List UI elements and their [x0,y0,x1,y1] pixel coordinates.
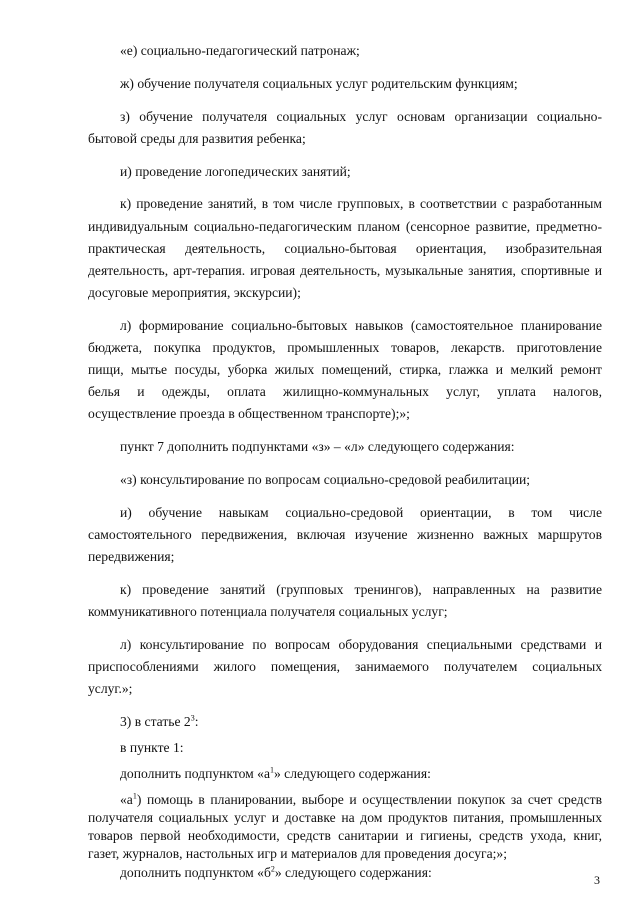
paragraph-line: пищи, мытье посуды, уборка жилых помещений, стирка, глажка и мелкий ремонт [88,362,602,378]
paragraph-line: коммуникативного потенциала получателя социальных услуг; [88,603,448,619]
paragraph-line: товаров первой необходимости, средств санитарии и гигиены, средств ухода, книг, [88,828,602,844]
paragraph-line: л) формирование социально-бытовых навыков (самостоятельное планирование [120,317,602,333]
paragraph-line: деятельность, арт-терапия. игровая деятельность, музыкальные занятия, спортивные и [88,262,602,278]
paragraph-line: пункт 7 дополнить подпунктами «з» – «л» следующего содержания: [120,439,515,455]
statute-line: 3) в статье $2^3$: [120,713,199,729]
paragraph-line: бюджета, покупка продуктов, промышленных товаров, лекарств. приготовление [88,339,602,355]
subpoint-a1-first-line: «$а^1$) помощь в планировании, выборе и осуществлении покупок за счет средств [120,791,602,807]
paragraph-line: индивидуальным социально-педагогическим планом (сенсорное развитие, предметно- [88,218,602,234]
paragraph-line: передвижения; [88,548,175,564]
paragraph-line: самостоятельного передвижения, включая изучение жизненно важных маршрутов [88,526,602,542]
paragraph-line: «з) консультирование по вопросам социально-средовой реабилитации; [120,471,531,487]
paragraph-line: получателя социальных услуг и доставке на дом продуктов питания, промышленных [88,809,602,825]
paragraph-line: з) обучение получателя социальных услуг основам организации социально- [120,108,602,124]
paragraph-line: бытовой среды для развития ребенка; [88,130,306,146]
paragraph-line: ж) обучение получателя социальных услуг родительским функциям; [120,76,518,92]
paragraph-line: практическая деятельность, социально-бытовая ориентация, изобразительная [88,240,602,256]
paragraph-line: и) проведение логопедических занятий; [120,163,351,179]
paragraph-line: и) обучение навыкам социально-средовой ориентации, в том числе [120,504,602,520]
paragraph-line: к) проведение занятий (групповых тренингов), направленных на развитие [120,581,602,597]
paragraph-line: приспособлениями жилого помещения, занимаемого получателем социальных [88,658,602,674]
paragraph-line: к) проведение занятий, в том числе групповых, в соответствии с разработанным [120,196,602,212]
paragraph-line: услуг.»; [88,680,133,696]
page-number: 3 [594,873,600,887]
point-line: в пункте 1: [120,739,184,755]
paragraph-line: белья и одежды, оплата жилищно-коммунальных услуг, уплата налогов, [88,384,602,400]
add-subpoint-b2: дополнить подпунктом «$б^2$» следующего содержания: [120,864,432,880]
paragraph-line: «е) социально-педагогический патронаж; [120,43,360,59]
paragraph-line: газет, журналов, настольных игр и материалов для проведения досуга;»; [88,846,507,862]
paragraph-line: досуговые мероприятия, экскурсии); [88,285,301,301]
paragraph-line: осуществление проезда в общественном транспорте);»; [88,406,410,422]
add-subpoint-a1: дополнить подпунктом «$а^1$» следующего содержания: [120,765,431,781]
paragraph-line: л) консультирование по вопросам оборудования специальными средствами и [120,636,602,652]
